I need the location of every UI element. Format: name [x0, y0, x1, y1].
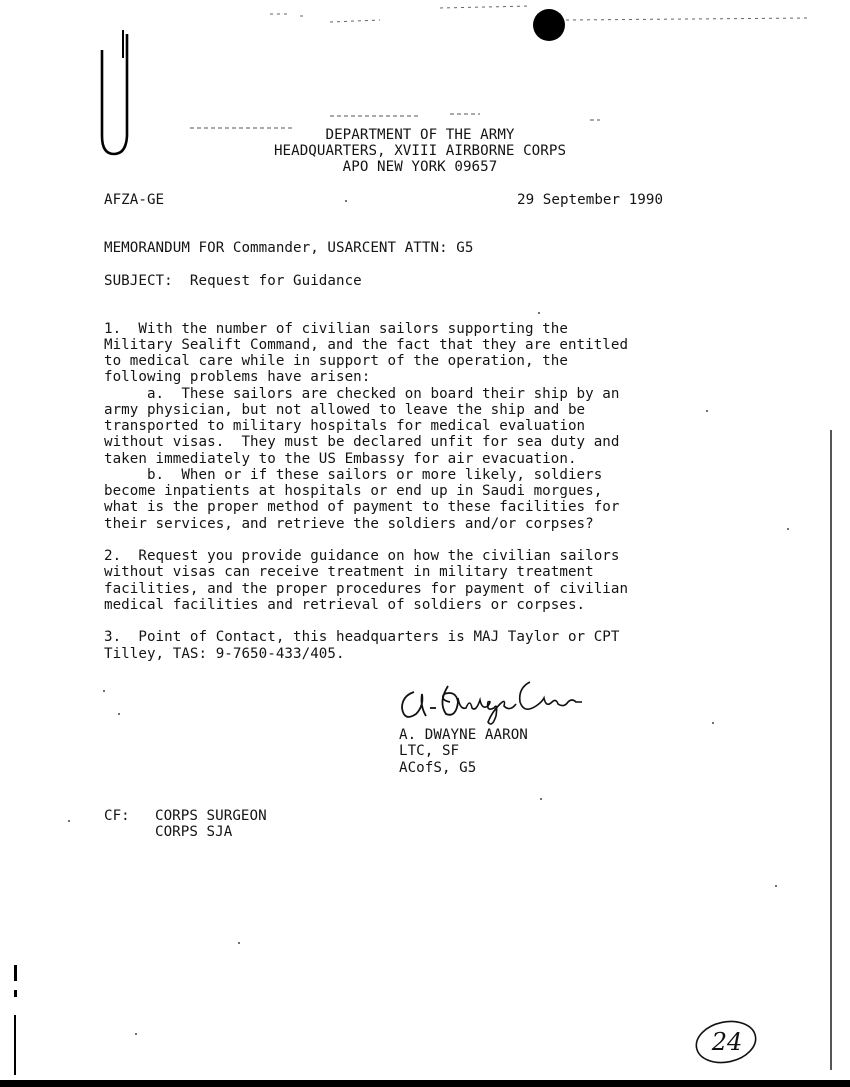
body-line: b. When or if these sailors or more likely, soldiers [104, 467, 603, 483]
body-line: army physician, but not allowed to leave the ship and be [104, 402, 586, 418]
signer-title: ACofS, G5 [399, 760, 477, 776]
scan-speck [775, 885, 777, 887]
body-line: without visas can receive treatment in military treatment [104, 564, 594, 580]
body-line: 1. With the number of civilian sailors supporting the [104, 321, 568, 337]
scan-edge-mark [14, 990, 17, 997]
cf-label: CF: [104, 808, 130, 824]
signer-rank: LTC, SF [399, 743, 460, 759]
body-line: Tilley, TAS: 9-7650-433/405. [104, 646, 345, 662]
scan-noise [0, 0, 850, 60]
office-symbol: AFZA-GE [104, 192, 165, 208]
letterhead-headquarters: HEADQUARTERS, XVIII AIRBORNE CORPS [273, 143, 567, 159]
body-line: taken immediately to the US Embassy for air evacuation. [104, 451, 577, 467]
scan-speck [103, 690, 105, 692]
memo-date: 29 September 1990 [517, 192, 664, 208]
circled-page-number [694, 1018, 760, 1066]
body-line: facilities, and the proper procedures for payment of civilian [104, 581, 629, 597]
handwritten-signature [396, 672, 586, 732]
scan-speck [706, 410, 708, 412]
body-line: following problems have arisen: [104, 369, 371, 385]
body-line: 3. Point of Contact, this headquarters is MAJ Taylor or CPT [104, 629, 620, 645]
scan-edge-line [830, 430, 832, 1070]
scan-bottom-edge [0, 1080, 850, 1087]
scan-speck [118, 713, 120, 715]
scan-speck [540, 798, 542, 800]
body-line: to medical care while in support of the operation, the [104, 353, 568, 369]
cf-recipient: CORPS SURGEON [155, 808, 267, 824]
scan-speck [68, 820, 70, 822]
memo-subject: SUBJECT: Request for Guidance [104, 273, 362, 289]
body-line: what is the proper method of payment to these facilities for [104, 499, 620, 515]
scan-edge-mark [14, 965, 17, 981]
scan-speck [345, 200, 347, 202]
scan-speck [787, 528, 789, 530]
body-line: become inpatients at hospitals or end up in Saudi morgues, [104, 483, 603, 499]
letterhead-department: DEPARTMENT OF THE ARMY [325, 127, 515, 143]
letterhead-address: APO NEW YORK 09657 [342, 159, 498, 175]
signer-name: A. DWAYNE AARON [399, 727, 528, 743]
memorandum-for: MEMORANDUM FOR Commander, USARCENT ATTN: G5 [104, 240, 474, 256]
body-line: without visas. They must be declared unfit for sea duty and [104, 434, 620, 450]
body-line: Military Sealift Command, and the fact that they are entitled [104, 337, 629, 353]
scan-speck [135, 1033, 137, 1035]
body-line: medical facilities and retrieval of soldiers or corpses. [104, 597, 586, 613]
cf-recipient: CORPS SJA [155, 824, 233, 840]
body-line: transported to military hospitals for medical evaluation [104, 418, 586, 434]
body-line: a. These sailors are checked on board their ship by an [104, 386, 620, 402]
body-line: 2. Request you provide guidance on how the civilian sailors [104, 548, 620, 564]
page-number-text: 24 [711, 1028, 743, 1056]
scan-speck [538, 312, 540, 314]
scan-speck [712, 722, 714, 724]
scan-edge-mark [14, 1015, 16, 1075]
body-line: their services, and retrieve the soldiers and/or corpses? [104, 516, 594, 532]
scan-speck [238, 942, 240, 944]
